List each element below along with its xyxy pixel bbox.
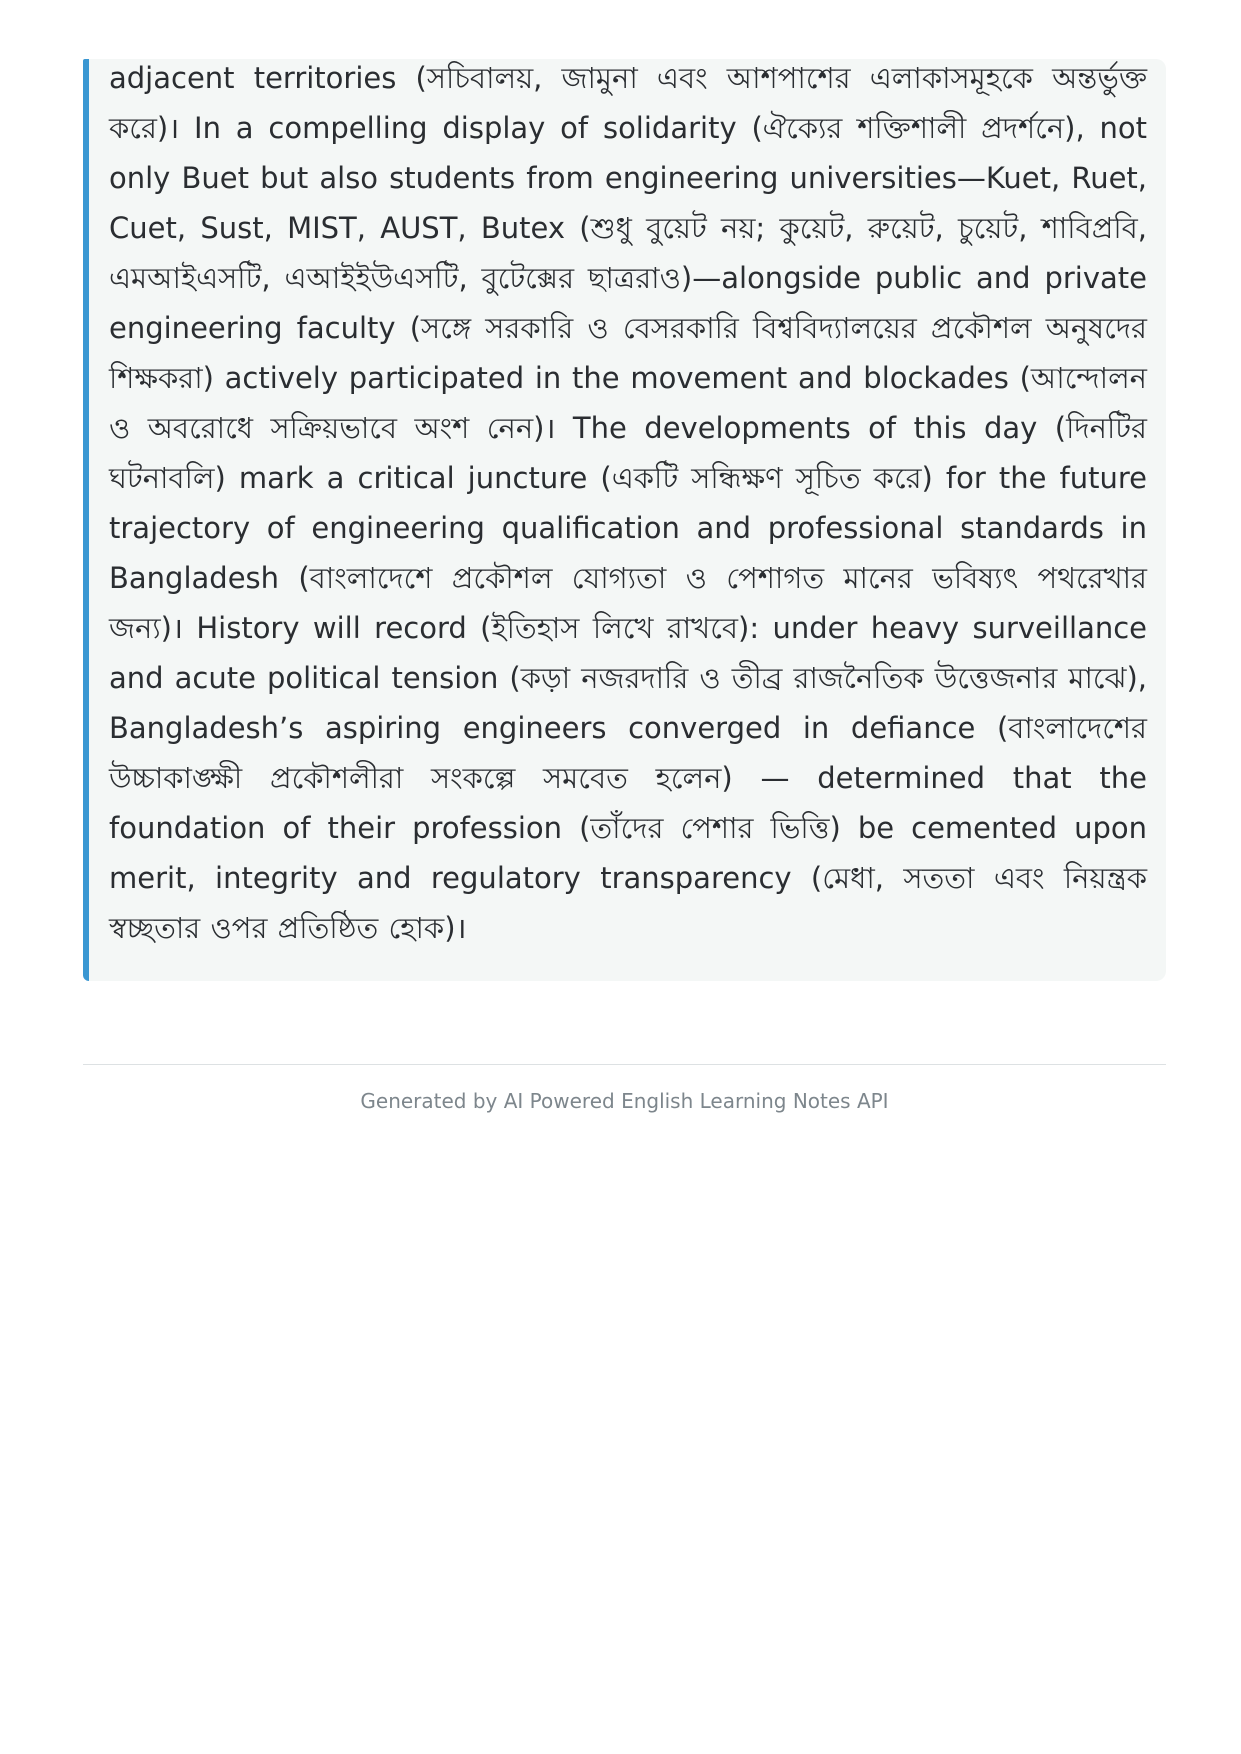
note-content-box xyxy=(83,59,1166,981)
note-paragraph: adjacent territories (সচিবালয়, জামুনা এবং আশপাশের এলাকাসমূহকে অন্তর্ভুক্ত করে)। In a compelling display of solidarity (ঐক্যের শক্তিশালী প্রদর্শনে), not only Buet but also students from engineering universities—Kuet, Ruet, Cuet, Sust, MIST, AUST, Butex (শুধু বুয়েট নয়; কুয়েট, রুয়েট, চুয়েট, শাবিপ্রবি, এমআইএসটি, এআইইউএসটি, বুটেক্সের ছাত্ররাও)—alongside public and private engineering faculty (সঙ্গে সরকারি ও বেসরকারি বিশ্ববিদ্যালয়ের প্রকৌশল অনুষদের শিক্ষকরা) actively participated in the movement and blockades (আন্দোলন ও অবরোধে সক্রিয়ভাবে অংশ নেন)। The developments of this day (দিনটির ঘটনাবলি) mark a critical juncture (একটি সন্ধিক্ষণ সূচিত করে) for the future trajectory of engineering qualification and professional standards in Bangladesh (বাংলাদেশে প্রকৌশল যোগ্যতা ও পেশাগত মানের ভবিষ্যৎ পথরেখার জন্য)। History will record (ইতিহাস লিখে রাখবে): under heavy surveillance and acute political tension (কড়া নজরদারি ও তীব্র রাজনৈতিক উত্তেজনার মাঝে), Bangladesh’s aspiring engineers converged in defiance (বাংলাদেশের উচ্চাকাঙ্ক্ষী প্রকৌশলীরা সংকল্পে সমবেত হলেন) — determined that the foundation of their profession (তাঁদের পেশার ভিত্তি) be cemented upon merit, integrity and regulatory transparency (মেধা, সততা এবং নিয়ন্ত্রক স্বচ্ছতার ওপর প্রতিষ্ঠিত হোক)। xyxy=(109,61,1147,945)
footer-credit: Generated by AI Powered English Learning Notes API xyxy=(360,1089,889,1113)
footer-divider xyxy=(83,1064,1166,1065)
